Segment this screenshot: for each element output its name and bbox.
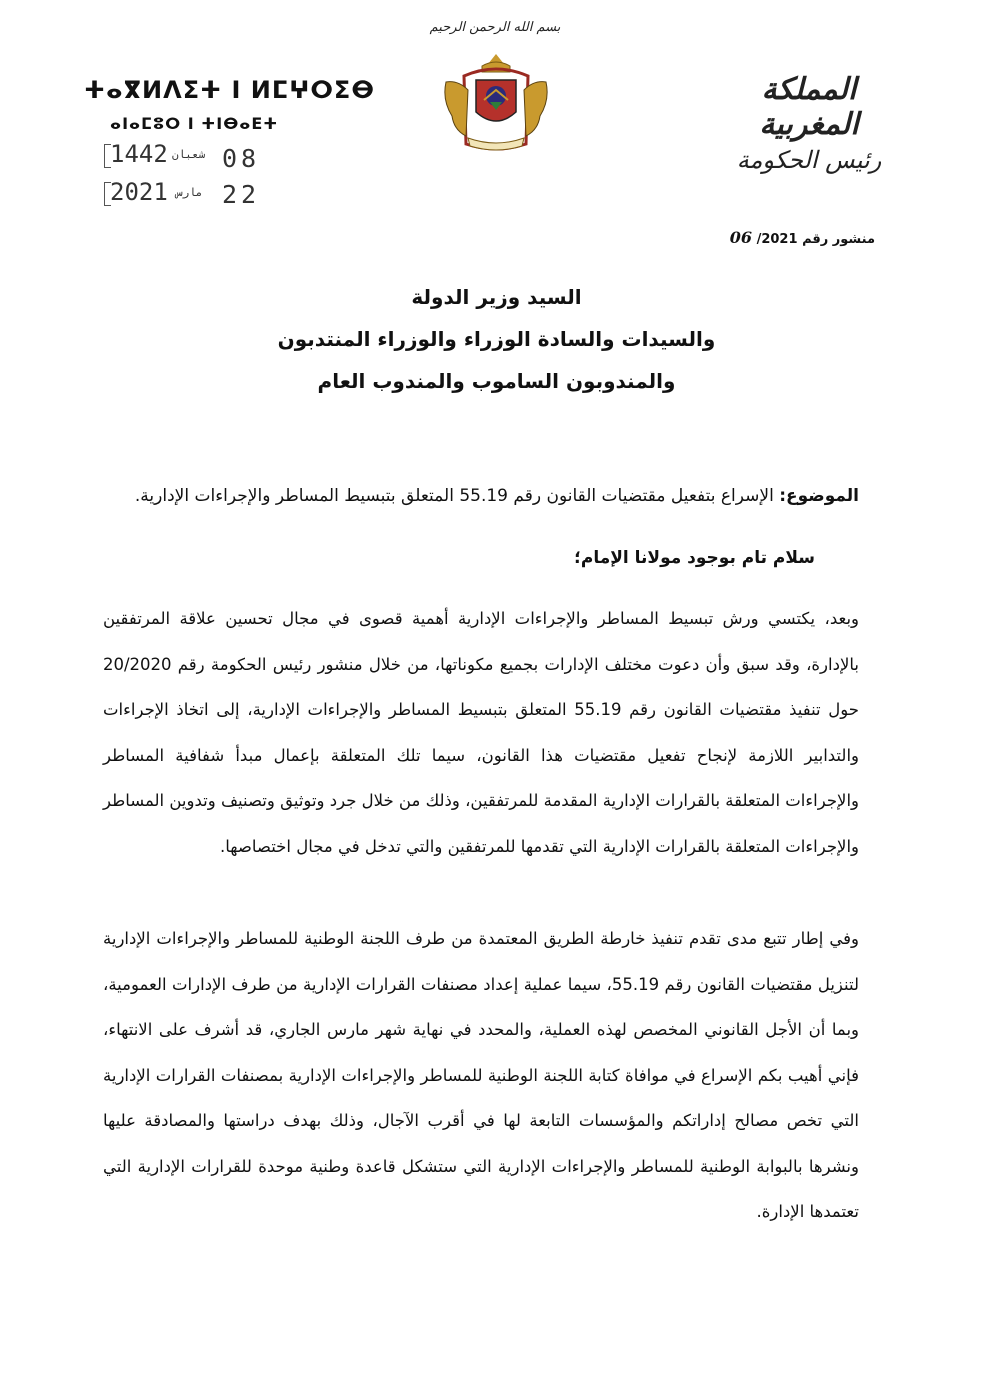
circular-year: 2021/ xyxy=(756,232,798,247)
kingdom-calligraphy-header xyxy=(709,72,909,174)
subject-label: الموضوع: xyxy=(779,486,859,506)
hijri-year: 1442 xyxy=(110,140,168,168)
greeting: سلام تام بوجود مولانا الإمام؛ xyxy=(574,548,815,568)
head-of-government: رئيس الحكومة xyxy=(736,146,882,174)
circular-number xyxy=(730,228,875,247)
body-paragraph: وفي إطار تتبع مدى تقدم تنفيذ خارطة الطريق المعتمدة من طرف اللجنة الوطنية للمساطر والإجراءات الإدارية لتنزيل مقتضيات القانون رقم 55.19، سيما عملية إعداد مصنفات القرارات الإدارية من طرف الإدارات العمومية، وبما أن الأجل القانوني المخصص لهذه العملية، والمحدد في نهاية شهر مارس الجاري، قد أشرف على الانتهاء، فإني أهيب بكم الإسراع في موافاة كتابة اللجنة الوطنية للمساطر والإجراءات الإدارية بمصنفات القرارات الإدارية التي تخص مصالح إداراتكم والمؤسسات التابعة لها في أقرب الآجال، وذلك بهدف دراستها والمصادقة عليها ونشرها بالبوابة الوطنية للمساطر والإجراءات الإدارية التي ستشكل قاعدة وطنية موحدة للقرارات الإدارية التي تعتمدها الإدارة. xyxy=(103,929,859,1221)
addressees-block xyxy=(0,276,993,402)
tifinagh-head-of-government: ⴰⵏⴰⵎⵓⵔ ⵏ ⵜⵏⴱⴰⴹⵜ xyxy=(110,114,279,133)
gregorian-day: 22 xyxy=(222,180,261,209)
gregorian-year: 2021 xyxy=(110,178,168,206)
circular-number-value: 06 xyxy=(729,228,753,247)
basmala: بسم الله الرحمن الرحيم xyxy=(429,20,561,35)
hijri-day: 08 xyxy=(222,144,261,173)
kingdom-name: المملكة المغربية xyxy=(759,72,859,142)
addressee-line: والسيدات والسادة الوزراء والوزراء المنتدبون xyxy=(277,327,716,351)
circular-label: منشور رقم xyxy=(802,232,875,247)
addressee-line: السيد وزير الدولة xyxy=(411,285,582,309)
subject-text: الإسراع بتفعيل مقتضيات القانون رقم 55.19 المتعلق بتبسيط المساطر والإجراءات الإدارية. xyxy=(134,486,774,506)
gregorian-month: مارس xyxy=(176,186,203,199)
body-paragraph: وبعد، يكتسي ورش تبسيط المساطر والإجراءات الإدارية أهمية قصوى في مجال تحسين علاقة المرتفقين بالإدارة، وقد سبق وأن دعوت مختلف الإدارات بجميع مكوناتها، من خلال منشور رئيس الحكومة رقم 20/2020 حول تنفيذ مقتضيات القانون رقم 55.19 المتعلق بتبسيط المساطر والإجراءات الإدارية، إلى اتخاذ الإجراءات والتدابير اللازمة لإنجاح تفعيل مقتضيات هذا القانون، سيما تلك المتعلقة بإعمال مبدأ شفافية المساطر والإجراءات المتعلقة بالقرارات الإدارية المقدمة للمرتفقين، وذلك من خلال جرد وتوثيق وتصنيف وتدوين المساطر والإجراءات المتعلقة بالقرارات الإدارية التي تقدمها للمرتفقين والتي تدخل في مجال اختصاصها. xyxy=(102,609,859,856)
tifinagh-kingdom: ⵜⴰⴳⵍⴷⵉⵜ ⵏ ⵍⵎⵖⵔⵉⴱ xyxy=(84,76,375,104)
addressee-line: والمندوبون الساموب والمندوب العام xyxy=(317,369,676,393)
hijri-month: شعبان xyxy=(172,148,206,161)
subject-line xyxy=(135,486,859,506)
coat-of-arms-emblem xyxy=(438,50,554,156)
